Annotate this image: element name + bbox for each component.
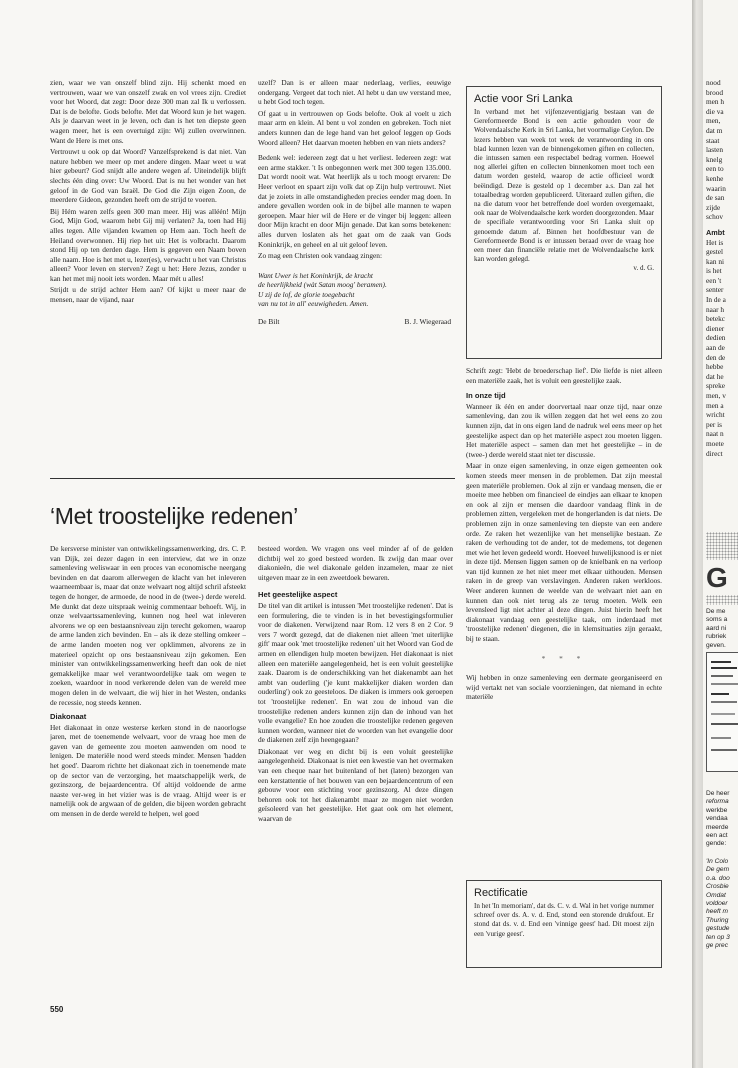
paragraph: De kersverse minister van ontwikkelingssamenwerking, drs. C. P. van Dijk, zei dezer dagen in een interview, dat we in onze samenleving weliswaar in een proces van economische neergang bevinden en dat daarom allerwegen de klacht van het inleveren waarneembaar is, maar dat onze welvaart nog altijd schril afsteekt tegen de honger, de armoede, de nood in de (twee-) derde wereld. Me dunkt dat deze uitspraak weinig commentaar behoeft. Wij, in onze welvaartssamenleving, kunnen nog heel wat inleveren alvorens we op een bestaansniveau zijn terecht gekomen, waarop de arme landen zich bevinden. En – als ik deze stelling omkeer – de arme landen moeten nog ver opklimmen, alvorens ze in materieel opzicht op ons bestaansniveau zijn gekomen. Een minister van ontwikkelingssamenwerking heeft dan ook de niet gemakkelijke maar wel verantwoordelijke taak om wegen te zoeken, waardoor in nood verkerende delen van de wereld mee mogen delen in de welvaart, die wij hier in het Westen, ondanks de recessie, nog steeds kennen. bbox=[50, 544, 246, 707]
text-line: gestude bbox=[706, 925, 730, 933]
paragraph: Bedenk wel: iedereen zegt dat u het verliest. Iedereen zegt: wat een arme stakker. 't Is onbegonnen werk met 300 tegen 135.000. Dat wordt nooit wat. Wat heerlijk als u toch moogt ervaren: De Heer verloot en spaart zijn volk dat op Zijn hulp vertrouwt. Niet dat je zoiets in alle omstandigheden precies eender mag doen. In andere gevallen worden ook in de bijbel alle mannen te wapen geroepen. Maar hier wil de Here er de vinger bij leggen: alleen door Mijn kracht en door Mijn genade. Dat kan soms betekenen: alles durven loslaten als het gaat om de zaak van Gods Koninkrijk, en geheel en al uit geloof leven. bbox=[258, 153, 451, 249]
text-line: dedien bbox=[706, 333, 726, 343]
subheading: Ambt bbox=[706, 227, 725, 237]
text-line: rubriek bbox=[706, 633, 727, 641]
right-italic-quote bbox=[706, 858, 730, 950]
paragraph: zien, waar we van onszelf blind zijn. Hij schenkt moed en vertrouwen, waar we van onszelf zwak en vol vrees zijn. Crediet voor het Woord, dat zegt: Door deze 300 man zal Ik u verlossen. Dat is de belofte. Gods belofte. Met dat Woord kun je het wagen. Als je daarvan weet in je leven, och dan is het ten diepste geen wagen meer, het is een overtuigd zijn: Wij zullen overwinnen. Want de Here is met ons. bbox=[50, 78, 246, 145]
text-line: Omdat bbox=[706, 891, 726, 899]
paragraph: besteed worden. We vragen ons veel minder af of de gelden dichtbij wel zo goed besteed worden. Ik zwijg dan maar over diakonieën, die wel diakonale gelden inzamelen, maar ze niet uitgeven maar ze in een zweetdoek bewaren. bbox=[258, 544, 453, 582]
text-line: brood bbox=[706, 87, 724, 97]
text-line: Het is bbox=[706, 237, 724, 247]
psalm-quote bbox=[258, 271, 451, 309]
paragraph: Wanneer ik één en ander doorvertaal naar onze tijd, naar onze samenleving, dan zou ik willen zeggen dat het wel eens zo zou kunnen zijn, dat in ons eigen land de nadruk wel eens meer op het geestelijke aspect dan op het materiële aspect zou moeten liggen. Het materiële aspect – samen dan met het geestelijke – in de (twee-) derde wereld staat niet ter discussie. bbox=[466, 401, 662, 459]
text-line: vendaa bbox=[706, 815, 728, 823]
paragraph: Strijdt u de strijd achter Hem aan? Of kijkt u meer naar de mensen, naar de vijand, naar bbox=[50, 285, 246, 305]
right-sans-text bbox=[706, 790, 729, 849]
text-line: is het bbox=[706, 266, 722, 276]
text-line: direct bbox=[706, 448, 723, 458]
dotted-banner bbox=[706, 532, 738, 560]
text-line: ten op 3 bbox=[706, 933, 730, 941]
text-line: betekc bbox=[706, 314, 726, 324]
paragraph: De titel van dit artikel is intussen 'Met troostelijke redenen'. Dat is een formulering, die te vinden is in het bevestigingsformulier voor de diakenen. Verwijzend naar Rom. 12 vers 8 en 2 Cor. 9 vers 7 wordt gezegd, dat de diakenen niet alleen 'met uiterlijke gift' maar ook 'met troostelijke redenen' uit het Woord van God de armen en ellendigen hulp moeten bewijzen. Het diakonaat is niet alleen een materiële aangelegenheid, het is een voluit geestelijke zaak. Daarom is de onderschikking van het diakenambt aan het ambt van ouderling ('je kunt makkelijker diaken worden dan ouderling') ook zo geesteloos. De diaken is immers ook geroepen tot 'troostelijke redenen'. En wat zou de inhoud van die troostelijke redenen anders kunnen zijn dan de inhoud van het volle evangelie? En hoe zouden die troostelijke redenen gegeven kunnen worden, wanneer niet de woorden van het evangelie door de diakenen zelf zijn heengegaan? bbox=[258, 600, 453, 745]
text-line: Crosbie bbox=[706, 883, 729, 891]
text-line: reforma bbox=[706, 798, 729, 806]
text-line: De me bbox=[706, 608, 726, 615]
section-divider bbox=[50, 478, 455, 479]
paragraph: Of gaat u in vertrouwen op Gods belofte. Ook al voelt u zich maar arm en klein. Al bent u vol zonden en gebreken. Toch niet anders kunnen dan de lege hand van het geloof leggen op Gods Woord alleen? Het daarvan moeten hebben en van niets anders? bbox=[258, 108, 451, 147]
text-line: per is bbox=[706, 419, 723, 429]
text-line: hebbe bbox=[706, 362, 724, 372]
text-line: senter bbox=[706, 285, 724, 295]
text-line: voldoer bbox=[706, 900, 728, 908]
banner-letter: G bbox=[706, 562, 728, 593]
text-line: o.a. doo bbox=[706, 874, 730, 882]
text-line: De gem bbox=[706, 866, 730, 874]
text-line: dat m bbox=[706, 125, 723, 135]
paragraph: Vertrouwt u ook op dat Woord? Vanzelfsprekend is dat niet. Van nature hebben we meer op met andere dingen. Maar weet u wat hier gebeurt? God snijdt alle andere wegen af. Uiteindelijk blijft slechts één ding over: Uw Woord. Dat is nu het wonder van het geloof in de God van Israël. De God die Zijn eigen Zoon, de meerdere Gideon, gezonden heeft om de strijd te voeren. bbox=[50, 147, 246, 205]
text-line: gende: bbox=[706, 840, 727, 848]
subheading: Het geestelijke aspect bbox=[258, 590, 338, 600]
box-signature: v. d. G. bbox=[633, 264, 654, 273]
text-line: naar h bbox=[706, 304, 725, 314]
poem-line: Want Uwer is het Koninkrijk, de kracht bbox=[258, 270, 373, 280]
text-line: diener bbox=[706, 323, 725, 333]
signature-place: De Bilt bbox=[258, 317, 280, 327]
box-title: Actie voor Sri Lanka bbox=[474, 93, 573, 105]
text-line: lasten bbox=[706, 145, 724, 155]
text-line: zijde bbox=[706, 202, 721, 212]
text-line: dat he bbox=[706, 371, 724, 381]
article-signature bbox=[258, 317, 451, 327]
text-line: moete bbox=[706, 438, 724, 448]
paragraph: Schrift zegt: 'Hebt de broederschap lief'. Die liefde is niet alleen een materiële zaak, het is voluit een geestelijke zaak. bbox=[466, 366, 662, 385]
subheading: Diakonaat bbox=[50, 712, 87, 722]
text-line: schov bbox=[706, 212, 724, 222]
dotted-banner bbox=[706, 595, 738, 605]
poem-line: van nu tot in all' eeuwigheden. Amen. bbox=[258, 299, 369, 309]
text-line: wricht bbox=[706, 410, 725, 420]
right-page-col bbox=[706, 78, 726, 458]
text-line: gestel bbox=[706, 247, 724, 257]
text-line: heeft m bbox=[706, 908, 728, 916]
text-line: een act bbox=[706, 832, 728, 840]
text-line: kan ni bbox=[706, 256, 725, 266]
right-page-edge bbox=[703, 0, 738, 1068]
main-article-col2 bbox=[258, 544, 453, 984]
text-line: men h bbox=[706, 97, 725, 107]
text-line: een to bbox=[706, 164, 724, 174]
paragraph: uzelf? Dan is er alleen maar nederlaag, verlies, eeuwige ondergang. Vergeet dat toch niet. Al hebt u dan uw verstand mee, u hebt God toch tegen. bbox=[258, 78, 451, 107]
paragraph: Zo mag een Christen ook vandaag zingen: bbox=[258, 251, 382, 261]
text-line: de san bbox=[706, 193, 725, 203]
main-article-col1 bbox=[50, 544, 246, 984]
rectificatie-box bbox=[466, 880, 662, 968]
right-sans-text bbox=[706, 608, 727, 650]
text-line: een 't bbox=[706, 275, 722, 285]
text-line: die va bbox=[706, 106, 724, 116]
text-line: ge prec bbox=[706, 942, 728, 950]
text-line: 'In Colo bbox=[706, 858, 729, 865]
text-line: aard ni bbox=[706, 624, 727, 632]
binding-gutter bbox=[692, 0, 703, 1068]
text-line: staat bbox=[706, 135, 720, 145]
text-line: In de a bbox=[706, 295, 726, 305]
section-stars: * * * bbox=[541, 653, 587, 663]
text-line: meerde bbox=[706, 823, 729, 831]
text-line: den de bbox=[706, 352, 726, 362]
article-headline: ‘Met troostelijke redenen’ bbox=[50, 503, 298, 529]
box-title: Rectificatie bbox=[474, 887, 528, 899]
book-cover-thumbnail bbox=[706, 652, 738, 772]
text-line: kenhe bbox=[706, 173, 724, 183]
text-line: Thuring bbox=[706, 916, 729, 924]
subheading: In onze tijd bbox=[466, 391, 506, 401]
text-line: soms a bbox=[706, 616, 728, 624]
text-line: werkbe bbox=[706, 806, 728, 814]
text-line: spreke bbox=[706, 381, 726, 391]
text-line: De heer bbox=[706, 790, 730, 797]
text-line: men, v bbox=[706, 391, 726, 400]
paragraph: Bij Hém waren zelfs geen 300 man meer. Hij was alléén! Mijn God, Mijn God, waarom hebt Gij mij verlaten? Ja, toen had Hij alles tegen. Alle vijanden kwamen op Hem aan. Toch heeft de Heiland overwonnen. Hij riep het uit: Het is volbracht. Daarom stond Hij op ten derden dage. Hem is gegeven een Naam boven alle naam. Hoe is het met u, lezer(es), verwacht u het van Christus alleen? Voor leven en sterven? Zegt u het: Here Jezus, zonder u kan het met mij nooit iets worden. Maar mét u alles! bbox=[50, 206, 246, 283]
text-line: naat n bbox=[706, 429, 724, 439]
text-line: waarin bbox=[706, 183, 726, 193]
signature-author: B. J. Wiegeraad bbox=[404, 317, 451, 327]
main-article-col3 bbox=[466, 366, 662, 858]
poem-line: de heerlijkheid (wàt Satan moog' beramen). bbox=[258, 280, 387, 290]
sri-lanka-box bbox=[466, 86, 662, 359]
poem-line: U zij de lof, de glorie toegebacht bbox=[258, 289, 355, 299]
text-line: men, bbox=[706, 116, 721, 126]
paragraph: Wij hebben in onze samenleving een dermate georganiseerd en wijd vertakt net van sociale voorzieningen, dat niemand in echte materiële bbox=[466, 673, 662, 702]
text-line: men a bbox=[706, 400, 724, 410]
box-body: In het 'In memoriam', dat ds. C. v. d. Wal in het vorige nummer schreef over ds. A. v. d. End, stond een storende drukfout. Er stond dat ds. v. d. End een 'vinnige geest' had. Dit moest zijn een 'vurige geest'. bbox=[474, 902, 654, 938]
top-article-col2 bbox=[258, 78, 451, 470]
text-line: nood bbox=[706, 78, 721, 87]
page-number: 550 bbox=[50, 1005, 64, 1014]
paragraph: Diakonaat ver weg en dicht bij is een voluit geestelijke aangelegenheid. Diakonaat is niet een kwestie van het overmaken van een cheque naar het buitenland of het (laten) bezorgen van een kerstattentie of het bouwen van een bejaardencentrum of een gebouw voor een stichting voor gezinszorg. Al deze dingen behoren ook tot het diakenambt maar ze mogen niet worden geïsoleerd van het geestelijke. Het gaat ook om het element, waarvan de bbox=[258, 746, 453, 824]
paragraph: Maar in onze eigen samenleving, in onze eigen gemeenten ook komen steeds meer mensen in de problemen. Dat zijn meestal geen materiële problemen. Ook al zijn er vandaag mensen, die er moeite mee hebben om financieel de eindjes aan elkaar te knopen en ook al zijn er mensen die daardoor vandaag flink in de problemen zitten, vergeleken met de hongerlanden is dat niets. De problemen zijn in onze samenleving ten diepste van een andere orde. Ze raken het wezenlijke van het menselijke bestaan. Ze raken de verhouding tot de ander, tot de medemens, tot degenen met wie het leven gedeeld wordt. Hoeveel huwelijksnood is er niet in deze tijd. Mensen liggen samen op de knielbank en na verloop van tijd kunnen ze het niet meer met elkaar uithouden. Mensen raken in de greep van verslavingen. Anderen raken werkloos. Weer anderen kunnen de weelde van de welvaart niet aan en kunnen dan ook niet terug als ze terug moeten. Welk een levensleed ligt niet achter al deze dingen. Juist hierin heeft het diakonaat vandaag een geestelijke taak, om inderdaad met 'troostelijke redenen' diegenen, die in klemsituaties zijn geraakt, bij te staan. bbox=[466, 461, 662, 644]
paragraph: Het diakonaat in onze westerse kerken stond in de naoorlogse jaren, met de toenemende welvaart, voor de vraag hoe men de gaven van de gemeente zou moeten aanwenden om nood te lenigen. De materiële nood werd steeds minder. Mensen 'hadden het goed'. Daarom richtte het diakonaat zich in toenemende mate op de sector van de verzorging, het maatschappelijk werk, de gezinszorg, de bejaardencentra. Of altijd voldoende de arme naaste ver-weg in het vizier was is de vraag. Altijd weer is er namelijk ook de argwaan of de gelden, die bijeen worden gebracht om mensen in de derde wereld te helpen, wel goed bbox=[50, 722, 246, 819]
text-line: geven. bbox=[706, 641, 726, 649]
text-line: aan de bbox=[706, 343, 725, 353]
text-line: knelg bbox=[706, 154, 723, 164]
top-article-col1 bbox=[50, 78, 246, 470]
box-body: In verband met het vijfenzeventigjarig bestaan van de Gereformeerde Bond is een actie gehouden voor de Wolvendaalsche Kerk in Sri Lanka, het voormalige Ceylon. De lezers hebben van week tot week de verantwoording in ons blad kunnen lezen van de binnengekomen giften en collecten, die intussen samen een respectabel bedrag vormen. Hoewel nog allerlei giften en collecten binnenkomen moet toch een datum worden gesteld, waarop de actie officieel wordt beëindigd. Deze is gesteld op 1 december a.s. Dan zal het totaalbedrag worden gepubliceerd. Uiteraard zullen giften, die na die datum voor het betreffende doel worden overgemaakt, ook naar de Wolvendaalsche kerk worden doorgezonden. Maar de specifiale verantwoording voor Sri Lanka sluit op genoemde datum af. Binnen het hoofdbestuur van de Gereformeerde Bond is er intussen beraad over de vraag hoe een meer dan financiële relatie met de Wolvendaalsche kerk kan worden gelegd. bbox=[474, 108, 654, 264]
